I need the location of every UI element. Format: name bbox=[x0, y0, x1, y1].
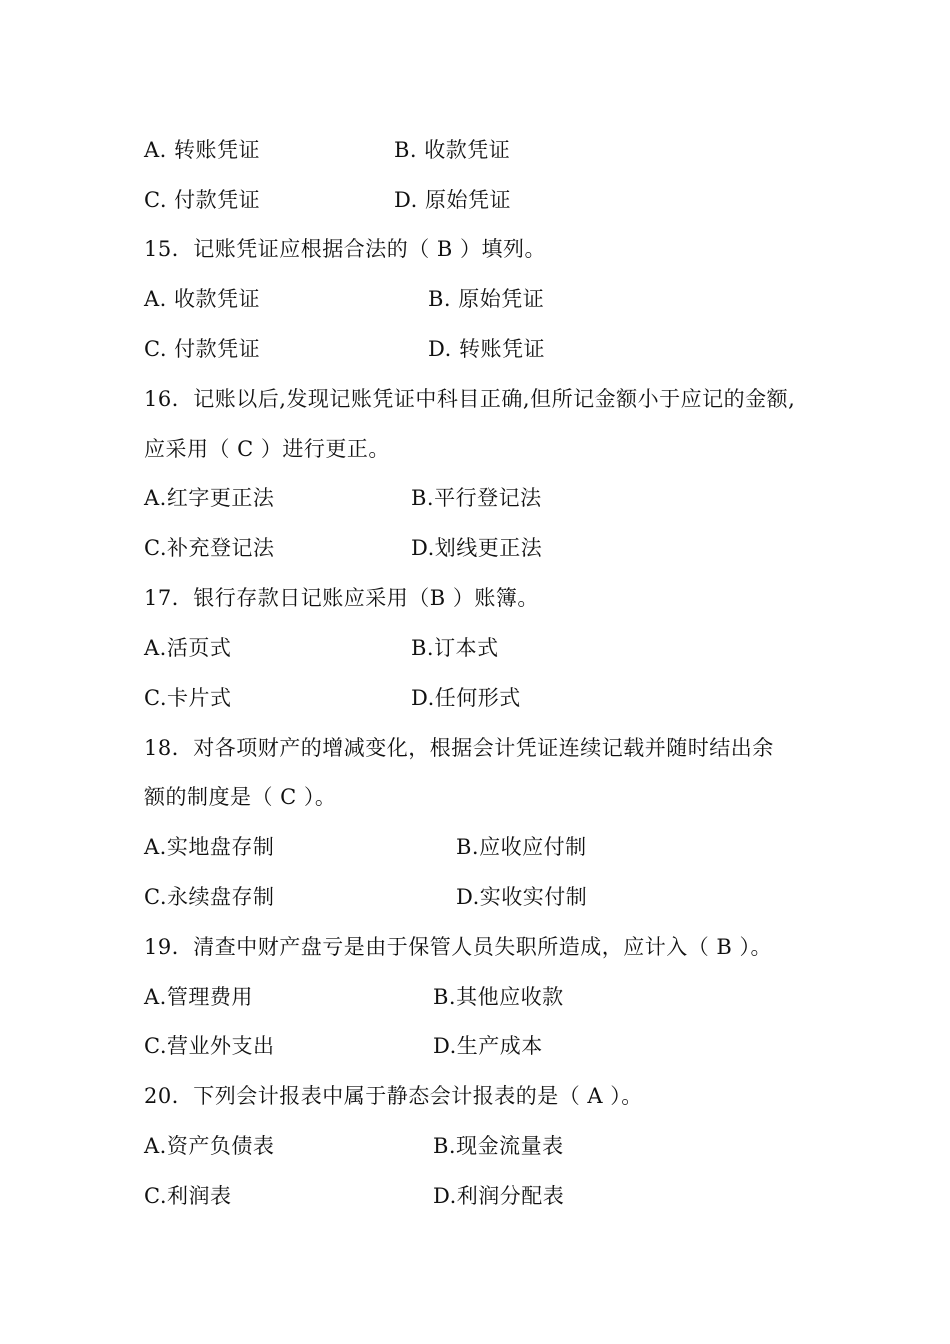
option-d-14: D. 原始凭证 bbox=[394, 188, 511, 212]
question-20: 20．下列会计报表中属于静态会计报表的是（ A ）。 bbox=[144, 1084, 643, 1108]
option-a-18: A.实地盘存制 bbox=[144, 835, 275, 859]
question-18-line1: 18．对各项财产的增减变化，根据会计凭证连续记载并随时结出余 bbox=[144, 736, 774, 760]
question-17: 17．银行存款日记账应采用（B ）账簿。 bbox=[144, 586, 539, 610]
option-a-15: A. 收款凭证 bbox=[144, 287, 261, 311]
option-c-19: C.营业外支出 bbox=[144, 1034, 275, 1058]
option-c-20: C.利润表 bbox=[144, 1184, 232, 1208]
option-a-16: A.红字更正法 bbox=[144, 486, 275, 510]
option-d-16: D.划线更正法 bbox=[411, 536, 543, 560]
option-b-18: B.应收应付制 bbox=[456, 835, 587, 859]
option-a-17: A.活页式 bbox=[144, 636, 232, 660]
option-a-19: A.管理费用 bbox=[144, 985, 253, 1009]
option-c-17: C.卡片式 bbox=[144, 686, 232, 710]
question-19: 19．清查中财产盘亏是由于保管人员失职所造成，应计入（ B ）。 bbox=[144, 935, 773, 959]
option-d-19: D.生产成本 bbox=[433, 1034, 543, 1058]
question-18-line2: 额的制度是（ C ）。 bbox=[144, 785, 337, 809]
option-c-14: C. 付款凭证 bbox=[144, 188, 261, 212]
option-b-15: B. 原始凭证 bbox=[428, 287, 545, 311]
question-16-line1: 16．记账以后,发现记账凭证中科目正确,但所记金额小于应记的金额, bbox=[144, 387, 796, 411]
option-d-15: D. 转账凭证 bbox=[428, 337, 545, 361]
option-a-20: A.资产负债表 bbox=[144, 1134, 275, 1158]
option-d-18: D.实收实付制 bbox=[456, 885, 588, 909]
option-b-20: B.现金流量表 bbox=[433, 1134, 564, 1158]
option-c-15: C. 付款凭证 bbox=[144, 337, 261, 361]
question-15: 15．记账凭证应根据合法的（ B ）填列。 bbox=[144, 237, 547, 261]
question-16-line2: 应采用（ C ）进行更正。 bbox=[144, 437, 390, 461]
option-d-17: D.任何形式 bbox=[411, 686, 521, 710]
option-b-17: B.订本式 bbox=[411, 636, 499, 660]
option-b-14: B. 收款凭证 bbox=[394, 138, 511, 162]
option-b-19: B.其他应收款 bbox=[433, 985, 564, 1009]
option-a-14: A. 转账凭证 bbox=[144, 138, 261, 162]
option-c-16: C.补充登记法 bbox=[144, 536, 275, 560]
option-c-18: C.永续盘存制 bbox=[144, 885, 275, 909]
option-d-20: D.利润分配表 bbox=[433, 1184, 565, 1208]
option-b-16: B.平行登记法 bbox=[411, 486, 542, 510]
